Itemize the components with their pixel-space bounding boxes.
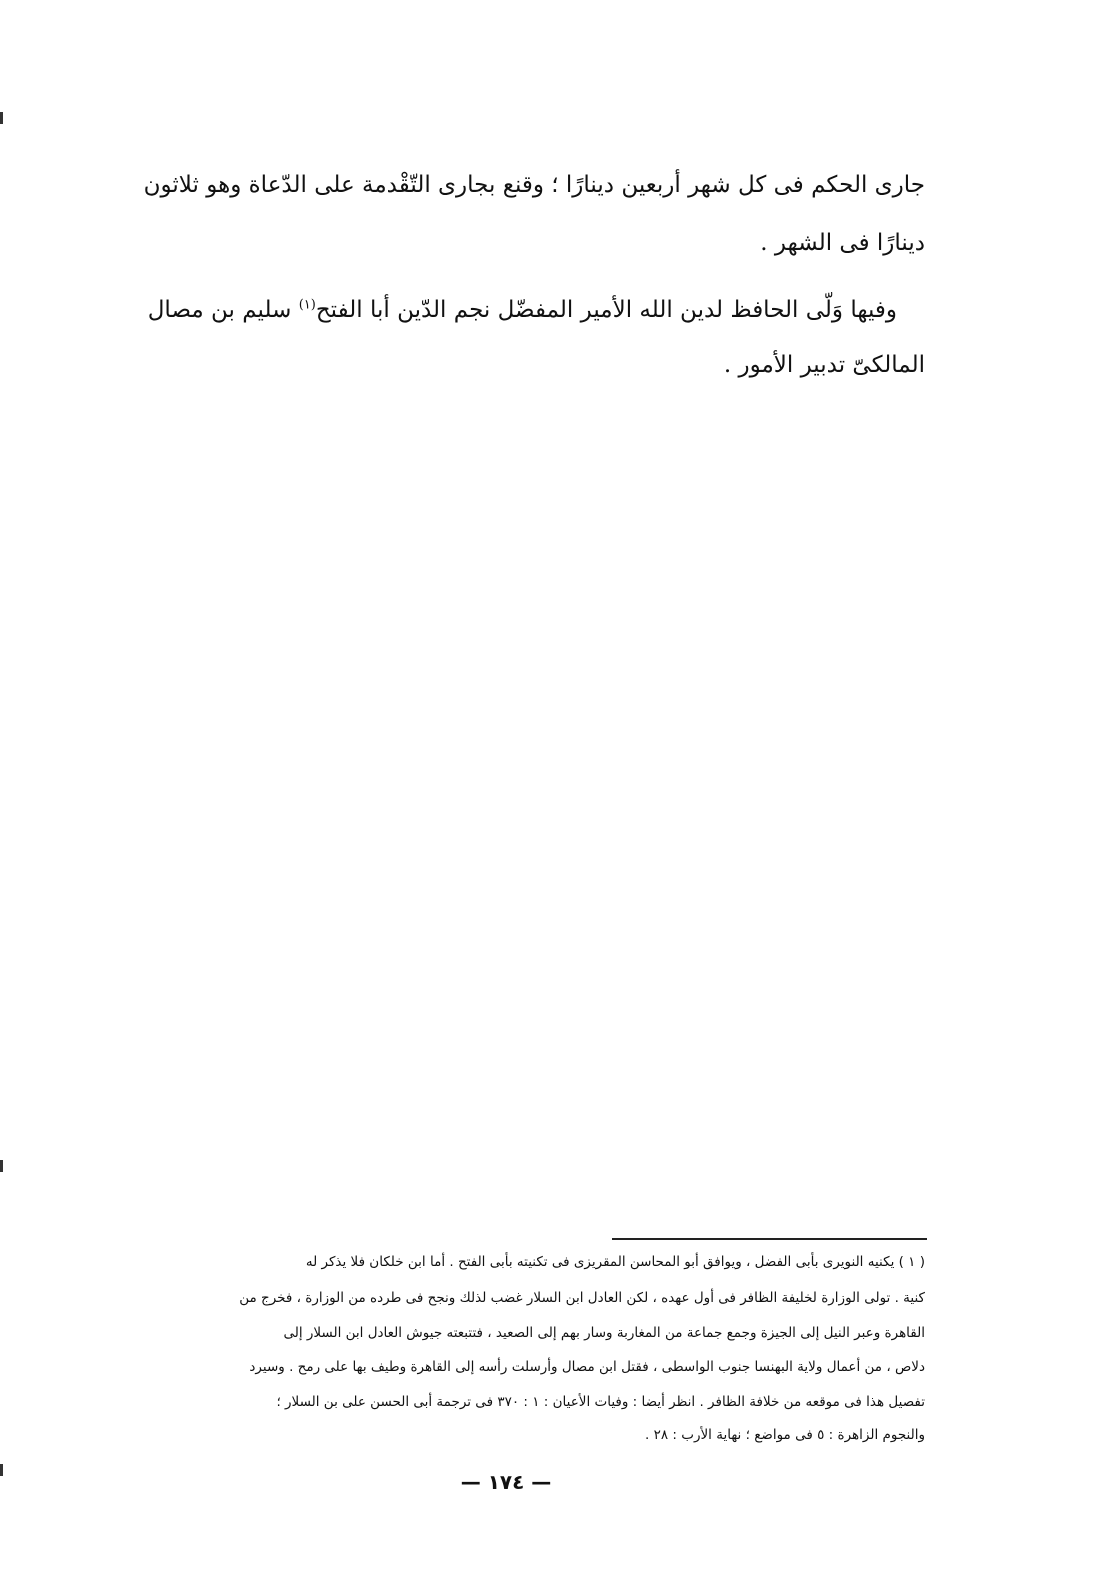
footnote-reference-mark: (١) xyxy=(298,297,316,313)
paragraph-2-line-2: المالكىّ تدبير الأمور . xyxy=(723,352,925,378)
footnote-separator-rule xyxy=(612,1238,927,1240)
scan-edge-mark xyxy=(0,112,3,124)
paragraph-1-line-1: جارى الحكم فى كل شهر أربعين دينارًا ؛ وقنع بجارى التّقْدمة على الدّعاة وهو ثلاثون xyxy=(143,172,925,198)
footnote-line-5: تفصيل هذا فى موقعه من خلافة الظافر . انظر أيضا : وفيات الأعيان : ١ : ٣٧٠ فى ترجمة أبى الحسن على بن السلار ؛ xyxy=(276,1394,925,1410)
paragraph-2-line-1 xyxy=(100,283,925,337)
paragraph-1-line-2: دينارًا فى الشهر . xyxy=(760,230,925,256)
footnote-line-1: ( ١ ) يكنيه النويرى بأبى الفضل ، ويوافق أبو المحاسن المقريزى فى تكنيته بأبى الفتح . أما ابن خلكان فلا يذكر له xyxy=(305,1254,925,1270)
footnote-line-3: القاهرة وعبر النيل إلى الجيزة وجمع جماعة من المغاربة وسار بهم إلى الصعيد ، فتتبعته جيوش العادل ابن السلار إلى xyxy=(283,1325,925,1341)
scan-edge-mark xyxy=(0,1160,3,1172)
page-number: — ١٧٤ — xyxy=(460,1470,552,1494)
footnote-line-6: والنجوم الزاهرة : ٥ فى مواضع ؛ نهاية الأرب : ٢٨ . xyxy=(645,1427,925,1443)
footnote-line-4: دلاص ، من أعمال ولاية البهنسا جنوب الواسطى ، فقتل ابن مصال وأرسلت رأسه إلى القاهرة وطيف بها على رمح . وسيرد xyxy=(249,1359,925,1375)
main-text xyxy=(100,158,925,388)
paragraph-2-text-end: سليم بن مصال xyxy=(147,297,299,323)
footnote-line-2: كنية . تولى الوزارة لخليفة الظافر فى أول عهده ، لكن العادل ابن السلار غضب لذلك ونجح فى طرده من الوزارة ، فخرج من xyxy=(239,1290,925,1306)
paragraph-2-text-start: وفيها وَلّى الحافظ لدين الله الأمير المفضّل نجم الدّين أبا الفتح xyxy=(315,297,897,323)
scan-edge-mark xyxy=(0,1464,3,1476)
